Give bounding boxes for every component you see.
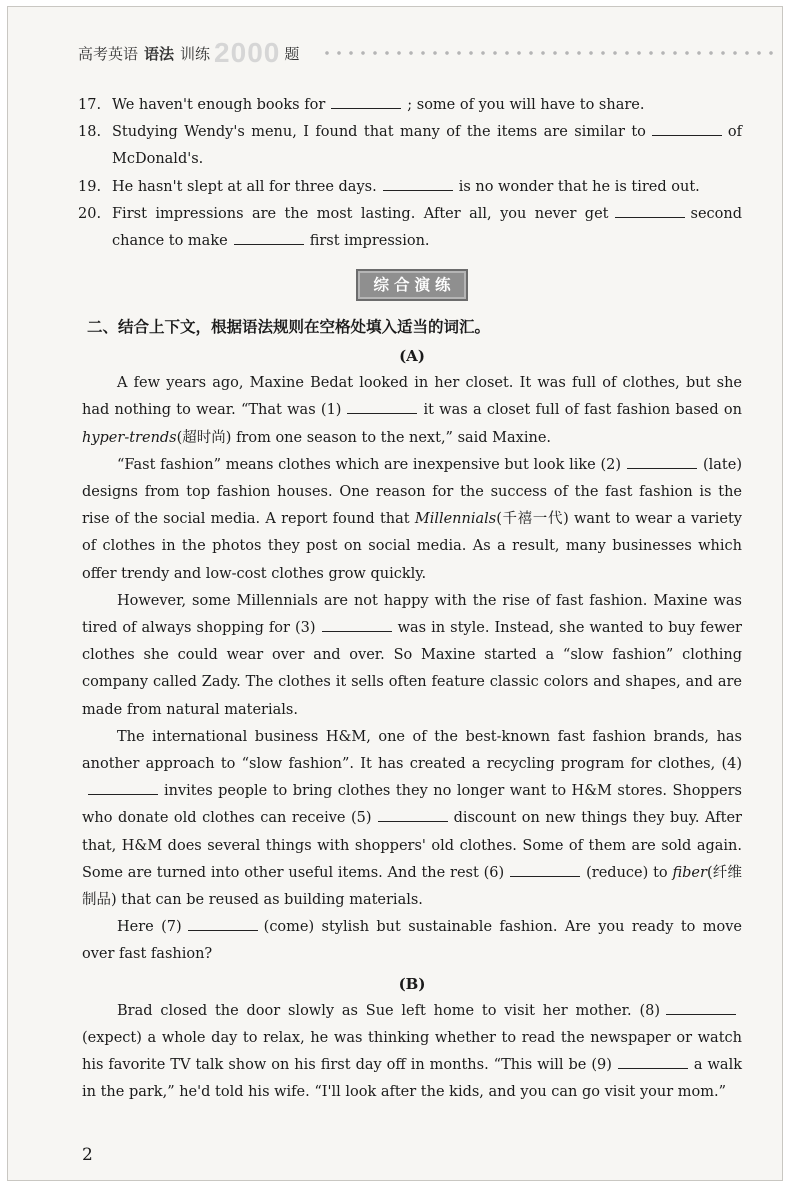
page-number: 2 [82,1145,93,1165]
answer-blank-6[interactable] [510,861,580,877]
answer-blank-2[interactable] [627,453,697,469]
section-title: 综合演练 [356,269,467,301]
answer-blank-1[interactable] [347,398,417,414]
passage-a-title: (A) [399,347,425,366]
passage-a-paragraph-3: However, some Millennials are not happy with the rise of fast fashion. Maxine was tired of always shopping for (3) was in style. Instead, she wanted to buy fewer clothes she could wear over and over. So Maxine started a “slow fashion” clothing company called Zady. The clothes it sells often feature classic colors and shapes, and are made from natural materials. [82,592,742,718]
passage-a-paragraph-5: Here (7) (come) stylish but sustainable fashion. Are you ready to move over fast fashion? [82,914,742,968]
answer-blank[interactable] [615,202,685,218]
question-17: 17. We haven't enough books for ; some of you will have to share. [82,92,742,119]
header-number: 2000 [214,37,281,68]
header-title-lite: 训练 [180,44,211,63]
question-20: 20. First impressions are the most lasting. After all, you never get second chance to make first impression. [82,201,742,255]
book-page [7,6,783,1181]
header-title-bold: 语法 [144,44,175,63]
passage-b-paragraph-1: Brad closed the door slowly as Sue left home to visit her mother. (8)(expect) a whole day to relax, he was thinking whether to read the newspaper or watch his favorite TV talk show on his first day off in months. “This will be (9) a walk in the park,” he'd told his wife. “I'll look after the kids, and you can go visit your mom.” [82,998,742,1107]
answer-blank-7[interactable] [188,915,258,931]
answer-blank[interactable] [652,120,722,136]
passage-a-paragraph-1: A few years ago, Maxine Bedat looked in her closet. It was full of clothes, but she had nothing to wear. “That was (1) it was a closet full of fast fashion based on hyper-trends(超时尚) from one season to the next,” said Maxine. [82,375,742,446]
header-dot-rule [321,50,774,56]
passage-a-paragraph-2: “Fast fashion” means clothes which are inexpensive but look like (2) (late) designs from top fashion houses. One reason for the success of the fast fashion is the rise of the social media. A report found that Millennials(千禧一代) want to wear a variety of clothes in the photos they post on social media. As a result, many businesses which offer trendy and low-cost clothes grow quickly. [82,452,742,588]
answer-blank-8[interactable] [666,999,736,1015]
answer-blank[interactable] [383,175,453,191]
question-18: 18. Studying Wendy's menu, I found that many of the items are similar to of McDonald's. [82,119,742,173]
header-title: 高考英语 [78,44,139,63]
section-heading [82,269,742,299]
answer-blank-5[interactable] [378,806,448,822]
header-title-suffix: 题 [284,44,300,63]
answer-blank[interactable] [331,93,401,109]
running-header [78,37,774,69]
answer-blank-3[interactable] [322,616,392,632]
passage-b-title: (B) [398,974,426,993]
question-19: 19. He hasn't slept at all for three days. is no wonder that he is tired out. [82,174,742,201]
page-content [78,92,743,1107]
answer-blank-4[interactable] [88,779,158,795]
instruction: 二、结合上下文，根据语法规则在空格处填入适当的词汇。 [87,318,491,337]
passage-a-paragraph-4: The international business H&M, one of the best-known fast fashion brands, has another approach to “slow fashion”. It has created a recycling program for clothes, (4)invites people to bring clothes they no longer want to H&M stores. Shoppers who donate old clothes can receive (5) discount on new things they buy. After that, H&M does several things with shoppers' old clothes. Some of them are sold again. Some are turned into other useful items. And the rest (6) (reduce) to fiber(纤维制品) that can be reused as building materials. [82,728,742,909]
answer-blank[interactable] [234,229,304,245]
answer-blank-9[interactable] [618,1053,688,1069]
